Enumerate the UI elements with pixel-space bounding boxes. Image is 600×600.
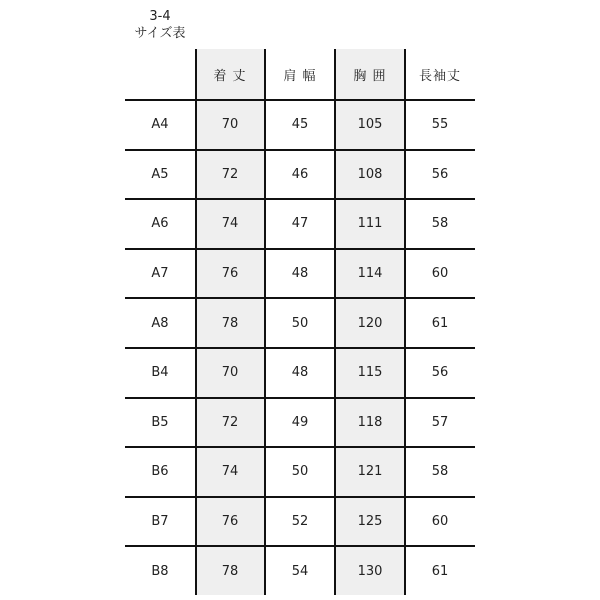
- table-cell-chest: 111: [357, 216, 383, 232]
- table-cell-length: 74: [221, 464, 239, 480]
- table-cell-sleeve: 61: [431, 563, 449, 579]
- table-cell-size: A5: [151, 166, 169, 182]
- table-row: [125, 151, 475, 199]
- table-cell-chest: 105: [357, 117, 383, 133]
- table-row: [125, 250, 475, 298]
- table-cell-sleeve: 61: [431, 315, 449, 331]
- table-cell-length: 78: [221, 563, 239, 579]
- table-header-row: [125, 49, 475, 99]
- table-cell-shoulder: 52: [291, 514, 309, 530]
- table-row: [125, 299, 475, 347]
- table-cell-length: 70: [221, 117, 239, 133]
- caption-title: サイズ表: [134, 26, 186, 41]
- table-cell-length: 72: [221, 414, 239, 430]
- table-cell-shoulder: 49: [291, 414, 309, 430]
- table-cell-size: A4: [151, 117, 169, 133]
- table-cell-sleeve: 60: [431, 514, 449, 530]
- table-row: [125, 200, 475, 248]
- table-cell-shoulder: 50: [291, 464, 309, 480]
- table-row: [125, 448, 475, 496]
- table-cell-sleeve: 60: [431, 266, 449, 282]
- table-cell-length: 78: [221, 315, 239, 331]
- table-row: [125, 101, 475, 149]
- table-cell-shoulder: 48: [291, 266, 309, 282]
- table-cell-chest: 115: [357, 365, 383, 381]
- table-row: [125, 399, 475, 447]
- table-cell-chest: 120: [357, 315, 383, 331]
- table-cell-sleeve: 56: [431, 166, 449, 182]
- table-cell-sleeve: 55: [431, 117, 449, 133]
- table-cell-chest: 114: [357, 266, 383, 282]
- header-cell-size: [125, 49, 195, 99]
- table-cell-shoulder: 47: [291, 216, 309, 232]
- table-cell-chest: 108: [357, 166, 383, 182]
- table-cell-length: 72: [221, 166, 239, 182]
- table-cell-size: B8: [151, 563, 169, 579]
- size-table: [125, 49, 475, 595]
- table-cell-sleeve: 58: [431, 216, 449, 232]
- table-row: [125, 547, 475, 595]
- table-cell-size: A6: [151, 216, 169, 232]
- table-cell-size: B4: [151, 365, 169, 381]
- table-cell-size: B5: [151, 414, 169, 430]
- table-cell-shoulder: 48: [291, 365, 309, 381]
- table-cell-sleeve: 57: [431, 414, 449, 430]
- table-cell-chest: 130: [357, 563, 383, 579]
- table-row: [125, 349, 475, 397]
- table-cell-sleeve: 56: [431, 365, 449, 381]
- header-cell-length: 着 丈: [213, 68, 247, 84]
- table-cell-sleeve: 58: [431, 464, 449, 480]
- table-cell-shoulder: 45: [291, 117, 309, 133]
- table-cell-chest: 121: [357, 464, 383, 480]
- table-cell-shoulder: 54: [291, 563, 309, 579]
- table-cell-length: 76: [221, 514, 239, 530]
- size-chart-caption: [132, 8, 188, 42]
- caption-code: 3-4: [149, 9, 171, 24]
- table-cell-shoulder: 50: [291, 315, 309, 331]
- table-cell-shoulder: 46: [291, 166, 309, 182]
- table-row: [125, 498, 475, 546]
- table-cell-chest: 118: [357, 414, 383, 430]
- table-cell-length: 76: [221, 266, 239, 282]
- table-cell-size: A7: [151, 266, 169, 282]
- table-cell-length: 74: [221, 216, 239, 232]
- header-cell-shoulder: 肩 幅: [283, 68, 317, 84]
- table-cell-size: B6: [151, 464, 169, 480]
- table-cell-size: B7: [151, 514, 169, 530]
- table-cell-size: A8: [151, 315, 169, 331]
- table-cell-chest: 125: [357, 514, 383, 530]
- header-cell-chest: 胸 囲: [353, 68, 387, 84]
- header-cell-sleeve: 長袖丈: [418, 68, 461, 84]
- table-cell-length: 70: [221, 365, 239, 381]
